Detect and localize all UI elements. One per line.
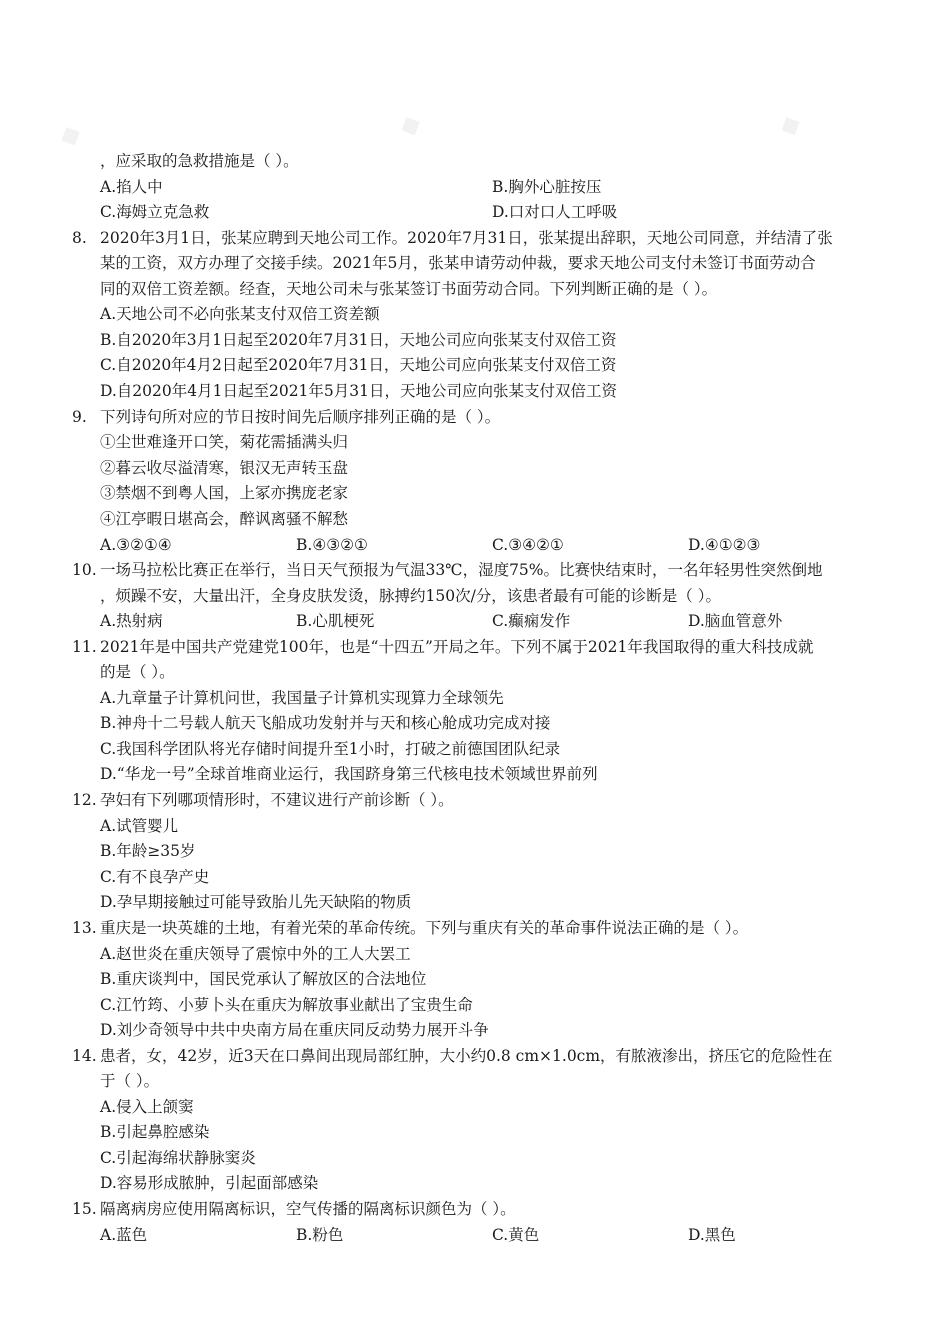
q11-option-b: B.神舟十二号载人航天飞船成功发射并与天和核心舱成功完成对接: [100, 714, 551, 732]
q9-number: 9.: [72, 408, 87, 426]
q10-option-c: C.癫痫发作: [492, 612, 571, 630]
q10-option-d: D.脑血管意外: [688, 612, 783, 630]
q7-stem-tail: ，应采取的急救措施是（ ）。: [100, 152, 299, 170]
q15-number: 15.: [72, 1200, 97, 1218]
q8-option-c: C.自2020年4月2日起至2020年7月31日，天地公司应向张某支付双倍工资: [100, 356, 617, 374]
q10-option-b: B.心肌梗死: [296, 612, 375, 630]
q15-option-c: C.黄色: [492, 1226, 540, 1244]
q11-option-a: A.九章量子计算机问世，我国量子计算机实现算力全球领先: [100, 689, 504, 707]
q8-stem-line-1: 2020年3月1日，张某应聘到天地公司工作。2020年7月31日，张某提出辞职，天地公司同意，并结清了张: [100, 229, 833, 247]
q9-option-a: A.③②①④: [100, 536, 172, 554]
q10-number: 10.: [72, 561, 97, 579]
q13-number: 13.: [72, 919, 97, 937]
q14-stem-line-1: 患者，女，42岁，近3天在口鼻间出现局部红肿，大小约0.8 cm×1.0cm，有脓液渗出，挤压它的危险性在: [100, 1047, 833, 1065]
q11-stem-line-1: 2021年是中国共产党建党100年，也是“十四五”开局之年。下列不属于2021年我国取得的重大科技成就: [100, 638, 814, 656]
q14-option-a: A.侵入上颌窦: [100, 1098, 194, 1116]
q10-option-a: A.热射病: [100, 612, 163, 630]
q7-option-b: B.胸外心脏按压: [492, 178, 602, 196]
q9-poem-1: ①尘世难逢开口笑，菊花需插满头归: [100, 433, 349, 451]
watermark: ◆: [774, 107, 806, 143]
q15-option-d: D.黑色: [688, 1226, 736, 1244]
q13-option-c: C.江竹筠、小萝卜头在重庆为解放事业献出了宝贵生命: [100, 996, 473, 1014]
watermark: ◆: [54, 117, 86, 153]
q14-stem-line-2: 于（ ）。: [100, 1072, 160, 1090]
q12-option-c: C.有不良孕产史: [100, 868, 210, 886]
q9-poem-3: ③禁烟不到粤人国，上冢亦携庞老家: [100, 484, 349, 502]
q15-option-a: A.蓝色: [100, 1226, 148, 1244]
q13-stem: 重庆是一块英雄的土地，有着光荣的革命传统。下列与重庆有关的革命事件说法正确的是（ ）。: [100, 919, 749, 937]
q11-option-c: C.我国科学团队将光存储时间提升至1小时，打破之前德国团队纪录: [100, 740, 561, 758]
q9-option-d: D.④①②③: [688, 536, 761, 554]
q12-option-a: A.试管婴儿: [100, 817, 179, 835]
q15-option-b: B.粉色: [296, 1226, 344, 1244]
q11-stem-line-2: 的是（ ）。: [100, 663, 175, 681]
q8-option-d: D.自2020年4月1日起至2021年5月31日，天地公司应向张某支付双倍工资: [100, 382, 618, 400]
q12-option-b: B.年龄≥35岁: [100, 842, 196, 860]
q7-option-d: D.口对口人工呼吸: [492, 203, 618, 221]
q11-number: 11.: [72, 638, 97, 656]
q8-option-a: A.天地公司不必向张某支付双倍工资差额: [100, 305, 380, 323]
q8-number: 8.: [72, 229, 87, 247]
q7-option-a: A.掐人中: [100, 178, 163, 196]
q14-option-c: C.引起海绵状静脉窦炎: [100, 1149, 256, 1167]
q9-option-b: B.④③②①: [296, 536, 368, 554]
q14-option-b: B.引起鼻腔感染: [100, 1123, 210, 1141]
q9-poem-4: ④江亭暇日堪高会，醉讽离骚不解愁: [100, 510, 349, 528]
q14-option-d: D.容易形成脓肿，引起面部感染: [100, 1174, 319, 1192]
q11-option-d: D.“华龙一号”全球首堆商业运行，我国跻身第三代核电技术领域世界前列: [100, 765, 598, 783]
q9-stem: 下列诗句所对应的节日按时间先后顺序排列正确的是（ ）。: [100, 408, 501, 426]
q12-option-d: D.孕早期接触过可能导致胎儿先天缺陷的物质: [100, 893, 412, 911]
q9-option-c: C.③④②①: [492, 536, 564, 554]
q8-stem-line-3: 同的双倍工资差额。经查，天地公司未与张某签订书面劳动合同。下列判断正确的是（ ）。: [100, 280, 718, 298]
q9-poem-2: ②暮云收尽溢清寒，银汉无声转玉盘: [100, 459, 349, 477]
q15-stem: 隔离病房应使用隔离标识，空气传播的隔离标识颜色为（ ）。: [100, 1200, 516, 1218]
q13-option-a: A.赵世炎在重庆领导了震惊中外的工人大罢工: [100, 945, 411, 963]
q13-option-b: B.重庆谈判中，国民党承认了解放区的合法地位: [100, 970, 427, 988]
watermark: ◆: [394, 107, 426, 143]
q7-option-c: C.海姆立克急救: [100, 203, 210, 221]
q12-number: 12.: [72, 791, 97, 809]
q13-option-d: D.刘少奇领导中共中央南方局在重庆同反动势力展开斗争: [100, 1021, 489, 1039]
q12-stem: 孕妇有下列哪项情形时，不建议进行产前诊断（ ）。: [100, 791, 454, 809]
q10-stem-line-1: 一场马拉松比赛正在举行，当日天气预报为气温33℃，湿度75%。比赛快结束时，一名年轻男性突然倒地: [100, 561, 823, 579]
q10-stem-line-2: ，烦躁不安，大量出汗，全身皮肤发烫，脉搏约150次/分，该患者最有可能的诊断是（ ）。: [100, 587, 721, 605]
q8-option-b: B.自2020年3月1日起至2020年7月31日，天地公司应向张某支付双倍工资: [100, 331, 617, 349]
q14-number: 14.: [72, 1047, 97, 1065]
q8-stem-line-2: 某的工资，双方办理了交接手续。2021年5月，张某申请劳动仲裁，要求天地公司支付未签订书面劳动合: [100, 254, 816, 272]
